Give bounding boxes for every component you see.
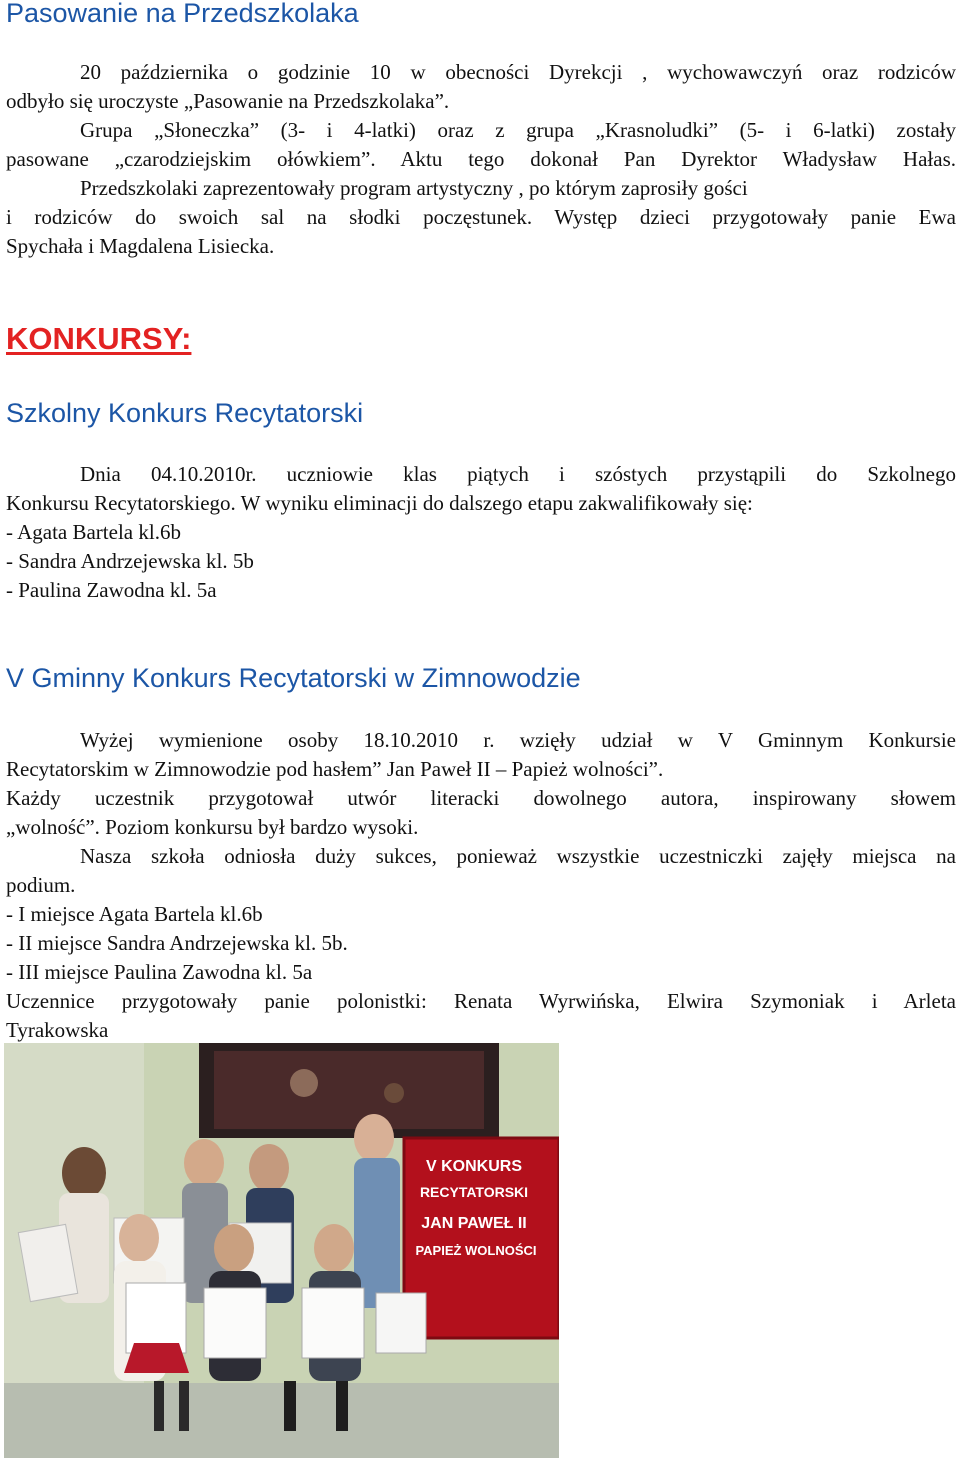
banner-text-line: V KONKURS bbox=[425, 1158, 523, 1175]
paragraph-line: Każdy uczestnik przygotował utwór literacki dowolnego autora, inspirowany słowem bbox=[6, 786, 956, 810]
paragraph-line: „wolność”. Poziom konkursu był bardzo wysoki. bbox=[6, 815, 419, 839]
paragraph-line: Recytatorskim w Zimnowodzie pod hasłem” Jan Paweł II – Papież wolności”. bbox=[6, 757, 664, 781]
konkursy-heading: KONKURSY: bbox=[6, 321, 192, 356]
paragraph-line: pasowane „czarodziejskim ołówkiem”. Aktu tego dokonał Pan Dyrektor Władysław Hałas. bbox=[6, 147, 956, 171]
paragraph-line: Dnia 04.10.2010r. uczniowie klas piątych i szóstych przystąpili do Szkolnego bbox=[80, 462, 956, 486]
banner-text-line: PAPIEŻ WOLNOŚCI bbox=[415, 1243, 537, 1258]
paragraph-line: Przedszkolaki zaprezentowały program artystyczny , po którym zaprosiły gości bbox=[80, 176, 748, 200]
banner-text-line: JAN PAWEŁ II bbox=[421, 1215, 527, 1232]
paragraph-line: podium. bbox=[6, 873, 76, 897]
list-item: - Agata Bartela kl.6b bbox=[6, 520, 181, 544]
list-item: - III miejsce Paulina Zawodna kl. 5a bbox=[6, 960, 313, 984]
paragraph-line: Wyżej wymienione osoby 18.10.2010 r. wzięły udział w V Gminnym Konkursie bbox=[80, 728, 956, 752]
paragraph-line: i rodziców do swoich sal na słodki poczęstunek. Występ dzieci przygotowały panie Ewa bbox=[6, 205, 956, 229]
list-item: - I miejsce Agata Bartela kl.6b bbox=[6, 902, 263, 926]
paragraph-line: Nasza szkoła odniosła duży sukces, ponieważ wszystkie uczestniczki zajęły miejsca na bbox=[80, 844, 956, 868]
section-title-pasowanie: Pasowanie na Przedszkolaka bbox=[6, 0, 359, 28]
paragraph-line: Konkursu Recytatorskiego. W wyniku eliminacji do dalszego etapu zakwalifikowały się: bbox=[6, 491, 753, 515]
group-photo bbox=[4, 1043, 559, 1458]
banner-text-line: RECYTATORSKI bbox=[419, 1184, 529, 1200]
group-photo-illustration bbox=[4, 1043, 559, 1458]
paragraph-line: Tyrakowska bbox=[6, 1018, 109, 1042]
list-item: - II miejsce Sandra Andrzejewska kl. 5b. bbox=[6, 931, 348, 955]
paragraph-line: 20 października o godzinie 10 w obecności Dyrekcji , wychowawczyń oraz rodziców bbox=[80, 60, 956, 84]
paragraph-line: Spychała i Magdalena Lisiecka. bbox=[6, 234, 275, 258]
list-item: - Paulina Zawodna kl. 5a bbox=[6, 578, 217, 602]
section-title-gminny-konkurs: V Gminny Konkurs Recytatorski w Zimnowodzie bbox=[6, 663, 581, 693]
paragraph-line: Grupa „Słoneczka” (3- i 4-latki) oraz z grupa „Krasnoludki” (5- i 6-latki) zostały bbox=[80, 118, 956, 142]
paragraph-line: Uczennice przygotowały panie polonistki: Renata Wyrwińska, Elwira Szymoniak i Arleta bbox=[6, 989, 956, 1013]
section-title-szkolny-konkurs: Szkolny Konkurs Recytatorski bbox=[6, 398, 364, 428]
list-item: - Sandra Andrzejewska kl. 5b bbox=[6, 549, 254, 573]
paragraph-line: odbyło się uroczyste „Pasowanie na Przedszkolaka”. bbox=[6, 89, 450, 113]
photo-floor bbox=[4, 1383, 559, 1458]
